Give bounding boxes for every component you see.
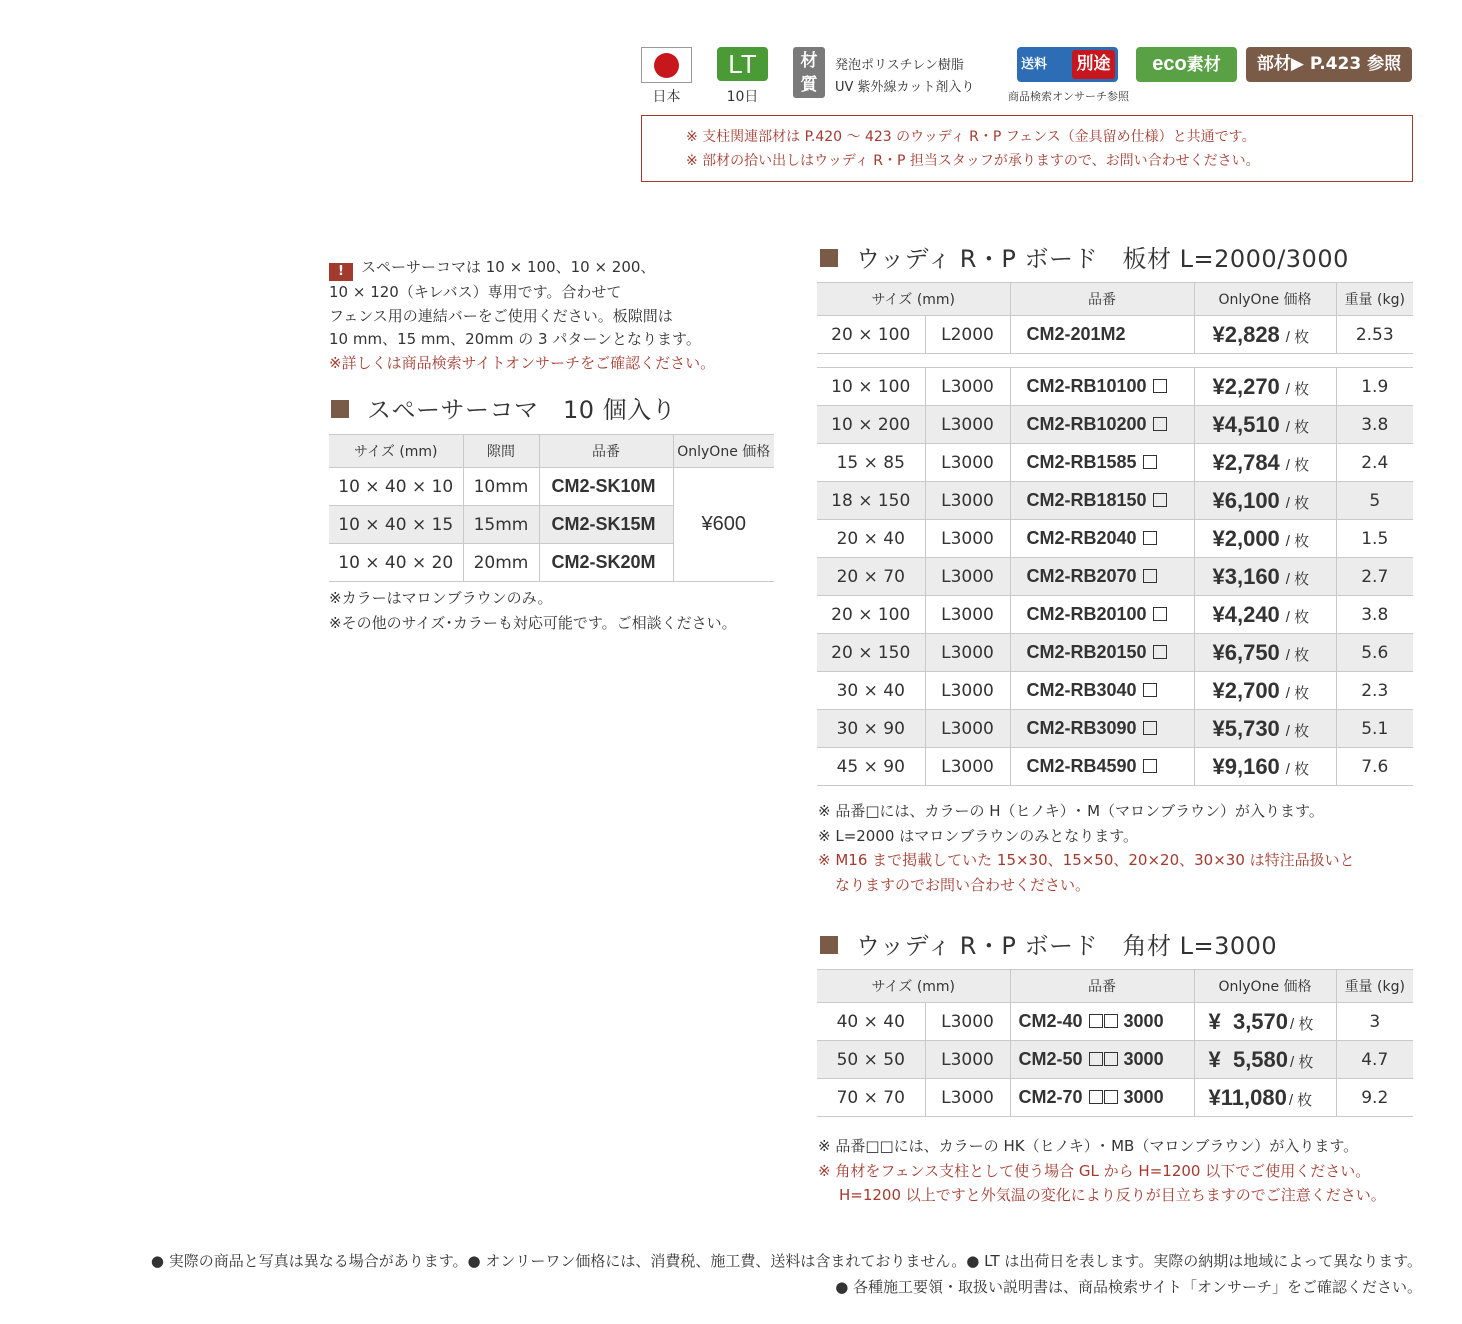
notice-line1: ※ 支柱関連部材は P.420 〜 423 のウッディ R・P フェンス（金具留め仕様）と共通です。 [686,129,1256,145]
color-box-icon [1143,569,1157,583]
table-row [817,710,1413,748]
row-size: 40 × 40 [817,1003,925,1041]
truck-icon: 送料 [1021,57,1048,72]
row-price: ¥2,000 / 枚 [1194,520,1336,558]
color-box-icon [1089,1014,1103,1028]
row-length: L3000 [925,596,1010,634]
row-price: ¥3,160 / 枚 [1194,558,1336,596]
row-size: 10 × 200 [817,406,925,444]
row-weight: 5.1 [1336,710,1413,748]
color-box-icon [1104,1052,1118,1066]
row-code: CM2-70 3000 [1010,1079,1194,1117]
row-code: CM2-RB2040 [1010,520,1194,558]
row-size: 50 × 50 [817,1041,925,1079]
table-row [817,406,1413,444]
row-length: L3000 [925,520,1010,558]
notice-line2: ※ 部材の拾い出しはウッディ R・P 担当スタッフが承りますので、お問い合わせください。 [686,153,1260,169]
warning-icon: ! [329,263,353,281]
color-box-icon [1153,379,1167,393]
color-box-icon [1143,721,1157,735]
row-length: L3000 [925,406,1010,444]
row-code: CM2-201M2 [1010,316,1194,354]
col-gap: 隙間 [463,435,539,468]
material-badge: 材 質 [793,47,825,98]
spacer-price: ¥600 [673,468,774,582]
spacer-section-title: スペーサーコマ 10 個入り [331,390,676,425]
row-code: CM2-RB10100 [1010,368,1194,406]
table-row [817,316,1413,354]
col-price: OnlyOne 価格 [1194,970,1336,1003]
section-square-icon [331,400,349,418]
row-size: 45 × 90 [817,748,925,786]
row-price: ¥6,750 / 枚 [1194,634,1336,672]
col-size: サイズ (mm) [329,435,463,468]
shipping-sub: 商品検索オンサーチ参照 [1008,90,1129,103]
row-price: ¥9,160 / 枚 [1194,748,1336,786]
row-weight: 1.9 [1336,368,1413,406]
footer-line2: ● 各種施工要領・取扱い説明書は、商品検索サイト「オンサーチ」をご確認ください。 [835,1278,1422,1296]
row-size: 30 × 40 [817,672,925,710]
table-row [817,596,1413,634]
shipping-value: 別途 [1072,50,1115,79]
row-size: 20 × 150 [817,634,925,672]
row-size: 70 × 70 [817,1079,925,1117]
row-code: CM2-RB4590 [1010,748,1194,786]
section-square-icon [820,249,838,267]
row-weight: 5 [1336,482,1413,520]
table-row [817,672,1413,710]
table-row [817,368,1413,406]
row-length: L3000 [925,482,1010,520]
row-length: L3000 [925,634,1010,672]
row-length: L3000 [925,1041,1010,1079]
row-code: CM2-40 3000 [1010,1003,1194,1041]
origin-caption: 日本 [652,89,681,105]
col-code: 品番 [539,435,673,468]
spacer-warning: ! スペーサーコマは 10 × 100、10 × 200、 10 × 120（キレバス）専用です。合わせて フェンス用の連結バーをご使用ください。板隙間は 10 mm、15 mm、20mm の 3 パターンとなります。 ※詳しくは商品検索サイトオンサーチをご確認ください。 [329,258,716,372]
row-code: CM2-RB20100 [1010,596,1194,634]
table-row [817,558,1413,596]
table-row [817,748,1413,786]
row-size: 30 × 90 [817,710,925,748]
row-code: CM2-50 3000 [1010,1041,1194,1079]
spacer-table [329,434,774,582]
table-row [817,634,1413,672]
col-size: サイズ (mm) [817,283,1010,316]
row-price: ¥ 5,580 / 枚 [1194,1041,1336,1079]
row-code: CM2-RB20150 [1010,634,1194,672]
table-row: 10 × 40 × 10 10mm CM2-SK10M ¥600 [329,468,774,506]
row-weight: 2.53 [1336,316,1413,354]
row-price: ¥4,510 / 枚 [1194,406,1336,444]
row-weight: 4.7 [1336,1041,1413,1079]
material-line1: 発泡ポリスチレン樹脂 [835,58,964,73]
row-length: L3000 [925,558,1010,596]
color-box-icon [1143,455,1157,469]
table-spacer-row [817,354,1413,368]
row-weight: 1.5 [1336,520,1413,558]
row-weight: 9.2 [1336,1079,1413,1117]
row-size: 20 × 70 [817,558,925,596]
row-price: ¥2,270 / 枚 [1194,368,1336,406]
table-row [817,1003,1413,1041]
row-length: L3000 [925,1003,1010,1041]
row-size: 20 × 100 [817,316,925,354]
row-length: L3000 [925,368,1010,406]
col-weight: 重量 (kg) [1336,283,1413,316]
row-weight: 2.7 [1336,558,1413,596]
color-box-icon [1153,607,1167,621]
row-price: ¥6,100 / 枚 [1194,482,1336,520]
row-weight: 3 [1336,1003,1413,1041]
row-weight: 7.6 [1336,748,1413,786]
section-square-icon [820,936,838,954]
row-code: CM2-RB2070 [1010,558,1194,596]
row-price: ¥2,828 / 枚 [1194,316,1336,354]
row-size: 10 × 100 [817,368,925,406]
row-size: 20 × 100 [817,596,925,634]
table-row [817,444,1413,482]
row-code: CM2-RB18150 [1010,482,1194,520]
row-length: L3000 [925,1079,1010,1117]
square-table [817,969,1413,1117]
row-price: ¥ 3,570 / 枚 [1194,1003,1336,1041]
row-weight: 3.8 [1336,596,1413,634]
color-box-icon [1104,1090,1118,1104]
board-notes: ※ 品番□には、カラーの H（ヒノキ）･ M（マロンブラウン）が入ります。 ※ L=2000 はマロンブラウンのみとなります。 ※ M16 まで掲載していた 15×30、15×50、20×20、30×30 は特注品扱いと なりますのでお問い合わせください。 [818,802,1355,894]
row-size: 18 × 150 [817,482,925,520]
table-row [817,482,1413,520]
lead-time-badge: LT [717,47,768,81]
row-length: L3000 [925,444,1010,482]
color-box-icon [1089,1052,1103,1066]
col-size: サイズ (mm) [817,970,1010,1003]
row-code: CM2-RB1585 [1010,444,1194,482]
color-box-icon [1143,531,1157,545]
row-length: L3000 [925,748,1010,786]
row-code: CM2-RB10200 [1010,406,1194,444]
color-box-icon [1089,1090,1103,1104]
color-box-icon [1104,1014,1118,1028]
row-weight: 3.8 [1336,406,1413,444]
lead-time-caption: 10日 [726,89,759,105]
col-price: OnlyOne 価格 [1194,283,1336,316]
table-row [817,520,1413,558]
square-notes: ※ 品番□□には、カラーの HK（ヒノキ）･ MB（マロンブラウン）が入ります。 ※ 角材をフェンス支柱として使う場合 GL から H=1200 以下でご使用ください。 H=1200 以上ですと外気温の変化により反りが目立ちますのでご注意ください。 [818,1137,1386,1204]
footer-line1: ● 実際の商品と写真は異なる場合があります。● オンリーワン価格には、消費税、施工費、送料は含まれておりません。● LT は出荷日を表します。実際の納期は地域によって異なります。 [150,1252,1422,1270]
row-weight: 2.4 [1336,444,1413,482]
row-length: L3000 [925,710,1010,748]
row-weight: 5.6 [1336,634,1413,672]
row-code: CM2-RB3040 [1010,672,1194,710]
row-price: ¥2,700 / 枚 [1194,672,1336,710]
table-row [817,1079,1413,1117]
material-line2: UV 紫外線カット剤入り [835,80,975,95]
row-length: L3000 [925,672,1010,710]
eco-badge [1136,47,1237,82]
row-price: ¥2,784 / 枚 [1194,444,1336,482]
col-code: 品番 [1010,970,1194,1003]
table-row: 10 × 40 × 15 15mm CM2-SK15M [329,506,774,544]
row-weight: 2.3 [1336,672,1413,710]
table-row [817,1041,1413,1079]
board-section-title: ウッディ R・P ボード 板材 L=2000/3000 [820,239,1349,274]
board-table [817,282,1413,786]
row-price: ¥5,730 / 枚 [1194,710,1336,748]
notice-box [641,115,1413,182]
shipping-badge [1017,47,1118,82]
color-box-icon [1143,683,1157,697]
col-weight: 重量 (kg) [1336,970,1413,1003]
row-price: ¥4,240 / 枚 [1194,596,1336,634]
row-size: 20 × 40 [817,520,925,558]
color-box-icon [1143,759,1157,773]
table-row: 10 × 40 × 20 20mm CM2-SK20M [329,544,774,582]
row-price: ¥11,080 / 枚 [1194,1079,1336,1117]
color-box-icon [1153,645,1167,659]
parts-reference-badge: 部材▶ P.423 参照 [1246,47,1412,82]
color-box-icon [1153,417,1167,431]
color-box-icon [1153,493,1167,507]
japan-flag-icon [641,47,692,83]
row-length: L2000 [925,316,1010,354]
spacer-notes: ※カラーはマロンブラウンのみ。 ※その他のサイズ･カラーも対応可能です。ご相談ください。 [329,589,737,632]
square-section-title: ウッディ R・P ボード 角材 L=3000 [820,926,1277,961]
col-code: 品番 [1010,283,1194,316]
eco-suffix: 素材 [1186,55,1221,75]
eco-label: eco [1152,53,1187,75]
row-size: 15 × 85 [817,444,925,482]
col-price: OnlyOne 価格 [673,435,774,468]
row-code: CM2-RB3090 [1010,710,1194,748]
